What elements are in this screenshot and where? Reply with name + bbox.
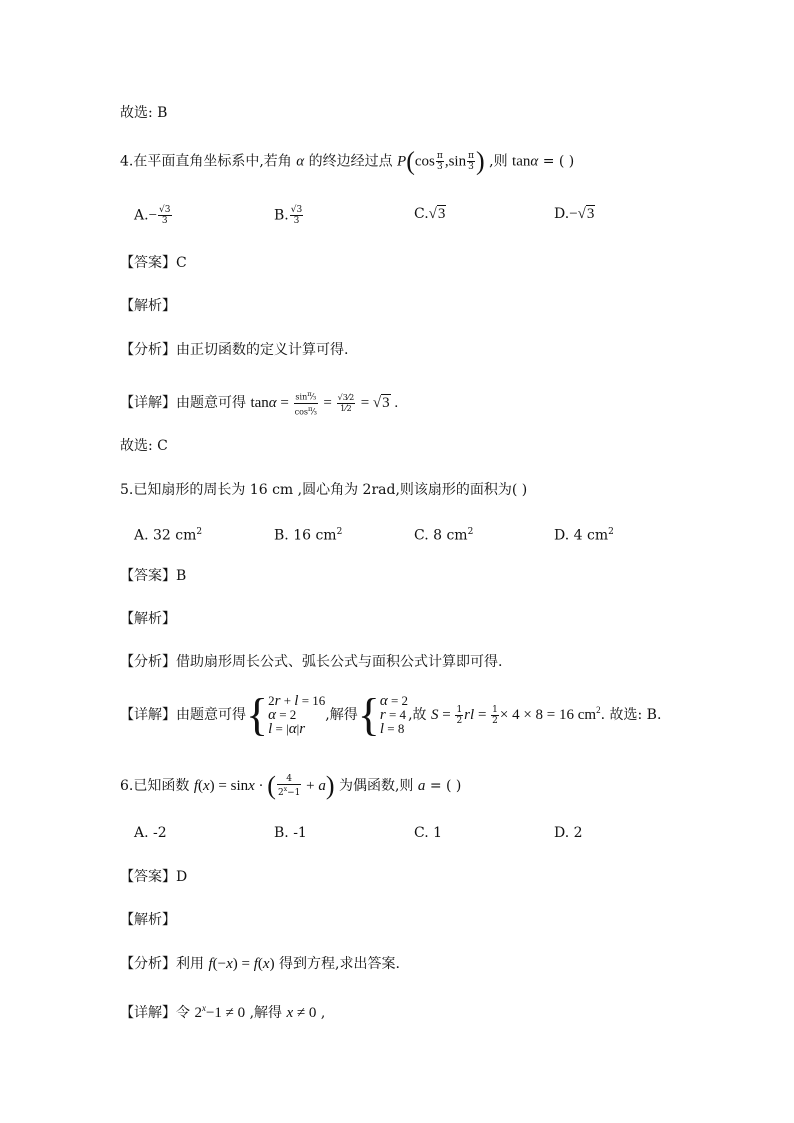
question-5-stem: 5.已知扇形的周长为 16 cm ,圆心角为 2rad,则该扇形的面积为( ) (120, 482, 528, 498)
q6-option-a: A. -2 (134, 825, 167, 841)
q4-answer: 【答案】C (120, 255, 187, 271)
q6-option-d: D. 2 (554, 825, 583, 841)
q5-jiexi: 【解析】 (120, 611, 176, 627)
q5-option-a: A. 32 $cm^2$ (134, 527, 203, 544)
q4-xiangjie: 【详解】由题意可得 tanα = $\frac{\sin^\pi⁄_3}{\cos^\pi⁄_3}$ = $\frac{√3⁄2}{1⁄2}$ = √3 . (120, 390, 399, 417)
prev-answer: 故选: B (120, 105, 168, 121)
q5-answer: 【答案】B (120, 568, 187, 584)
q4-fenxi: 【分析】由正切函数的定义计算可得. (120, 342, 349, 358)
q6-jiexi: 【解析】 (120, 912, 176, 928)
q5-option-c: C. 8 $cm^2$ (414, 527, 474, 544)
question-4-stem: 4.在平面直角坐标系中,若角 α 的终边经过点 P(cos $\frac{\pi}{3}$ ,sin $\frac{\pi}{3}$ ) ,则 tanα = ( ) (120, 146, 575, 176)
q6-option-b: B. -1 (274, 825, 307, 841)
q6-answer: 【答案】D (120, 869, 188, 885)
q5-option-d: D. 4 $cm^2$ (554, 527, 614, 544)
q6-option-c: C. 1 (414, 825, 443, 841)
q4-final: 故选: C (120, 438, 168, 454)
q5-option-b: B. 16 $cm^2$ (274, 527, 343, 544)
q5-fenxi: 【分析】借助扇形周长公式、弧长公式与面积公式计算即可得. (120, 654, 503, 670)
q4-option-b: B. $\frac{√3}{3}$ (274, 205, 303, 226)
question-6-stem: 6.已知函数 f(x) = sinx · ( $\frac{4}{2^x-1}$ + a) 为偶函数,则 a = ( ) (120, 771, 462, 800)
q4-stem-suffix: ,则 (489, 153, 508, 170)
q4-option-d: D.−√3 (554, 206, 595, 222)
q4-stem-mid: 的终边经过点 (308, 153, 393, 170)
q6-xiangjie: 【详解】令 $2^x-1 \ne 0$ ,解得 x ≠ 0 , (120, 1003, 326, 1021)
q4-stem-prefix: 4.在平面直角坐标系中,若角 (120, 153, 292, 170)
q4-option-c: C.√3 (414, 206, 446, 222)
q4-option-a: A.− $\frac{√3}{3}$ (134, 205, 171, 226)
q5-xiangjie: 【详解】由题意可得{ 2r + l = 16 α = 2 l = |α|r ,解得{ α = 2 r = 4 l = 8 ,故 S = $\frac{1}{2}$ rl = $\frac{1}{2}$ × 4 × 8 = 16 $cm^2$. 故选: B. (120, 689, 662, 740)
q4-stem-end: = ( ) (542, 153, 575, 170)
q6-fenxi: 【分析】利用 f(−x) = f(x) 得到方程,求出答案. (120, 956, 400, 972)
q4-jiexi: 【解析】 (120, 298, 176, 314)
